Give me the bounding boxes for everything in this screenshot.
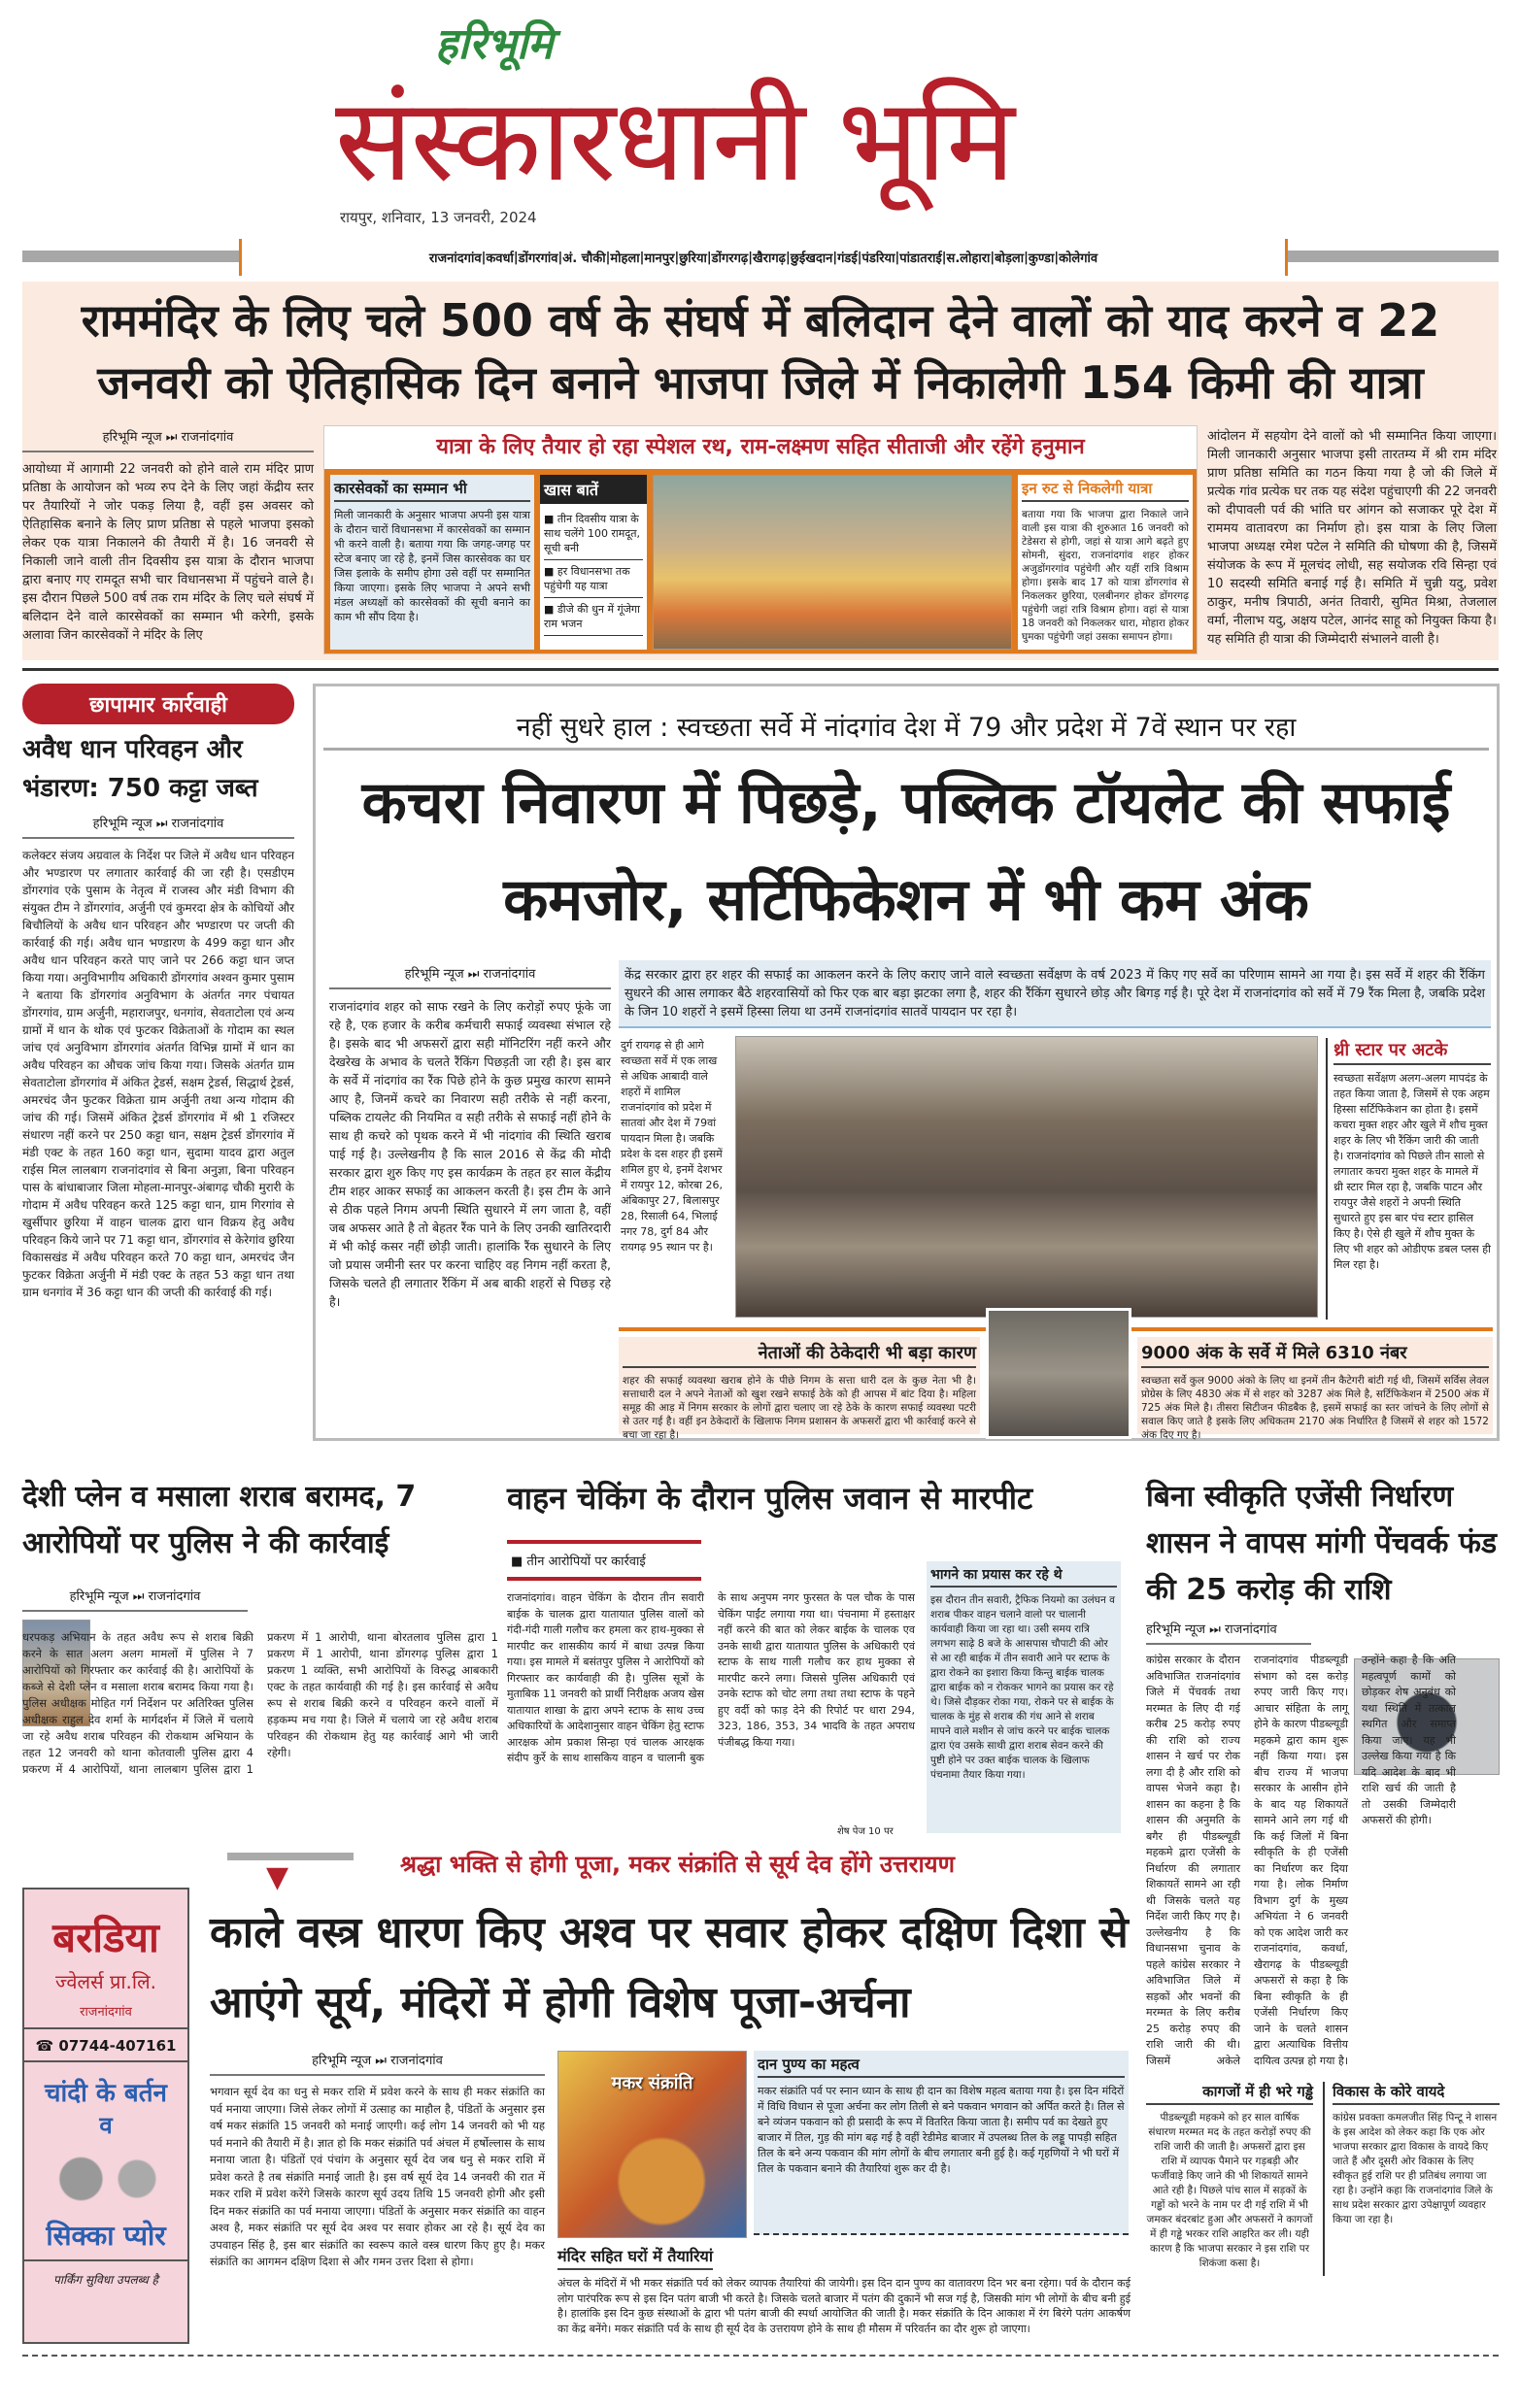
pwd-text: कांग्रेस सरकार के दौरान अविभाजित राजनांदगांव जिले में पेंचवर्क तथा मरम्मत के लिए दी गई करीब 25 करोड़ रुपए की राशि को राज्य शासन ने खर्च पर रोक लगा दी है और राशि को वापस भेजने कहा है। शासन का कहना है कि शासन की अनुमति के बगैर ही पीडब्ल्यूडी महकमे द्वारा एजेंसी के निर्धारण की लगातार शिकायतें सामने आ रही थी जिसके चलते यह निर्देश जारी किए गए है। उल्लेखनीय है कि विधानसभा चुनाव के पहले कांग्रेस सरकार ने अविभाजित जिले में सड़कों और भवनों की मरम्मत के लिए करीब 25 करोड़ रुपए की राशि जारी की थी। जिसमें अकेले राजनांदगांव पीडब्ल्यूडी संभाग को दस करोड़ रुपए जारी किए गए। आचार संहिता के लागू होने के कारण पीडब्ल्यूडी महकमे द्वारा काम शुरू नहीं किया गया। इस बीच राज्य में भाजपा सरकार के आसीन होने के बाद यह शिकायतें सामने आने लग गई थी कि कई जिलों में बिना स्वीकृति के ही एजेंसी का निर्धारण कर दिया गया है। लोक निर्माण विभाग दुर्ग के मुख्य अभियंता ने 6 जनवरी को एक आदेश जारी कर राजनांदगांव, कवर्धा, खैरागढ़ के पीडब्ल्यूडी अफसरों से कहा है कि बिना स्वीकृति के ही एजेंसी निर्धारण किए जाने के चलते शासन द्वारा अत्याधिक वित्तीय दायित्व उत्पन्न हो गया है। राशि खर्च की जाती है तो उसकी जिम्मेदारी अफसरों की होगी।	[1146, 1654, 1456, 2067]
netaon-text: शहर की सफाई व्यवस्था खराब होने के पीछे निगम के सत्ता धारी दल के कुछ नेता भी है। सत्ताधारी दल ने अपने नेताओं को खुश रखने सफाई ठेके को ही आपस में बांट दिया है। महिला समूह की आड़ में निगम सरकार के लोगों द्वारा चलाए जा रहे ठेके के कारण सफाई व्यवस्था पटरी से उतर गई है। वहीं इन ठेकेदारों के खिलाफ निगम प्रशासन के अफसरों द्वारा भी कार्रवाई करने से बचा जा रहा है।	[623, 1375, 976, 1441]
lead-headline: राममंदिर के लिए चले 500 वर्ष के संघर्ष में बलिदान देने वालों को याद करने व 22 जनवरी को ऐतिहासिक दिन बनाने भाजपा जिले में निकालेगी 154 किमी की यात्रा	[81, 294, 1440, 409]
nav-item[interactable]: स.लोहारा	[946, 251, 991, 266]
swachhta-text: राजनांदगांव शहर को साफ रखने के लिए करोड़ों रुपए फूंके जा रहे है, एक हजार के करीब कर्मचारी सफाई व्यवस्था संभाल रहे है। इसके बाद भी अफसरों द्वारा सही मॉनिटरिंग नहीं करने और देखरेख के अभाव के चलते रैंकिंग पिछड़ती जा रही है। इस बार के सर्वे में नांदगांव का रैंक पिछे होने के कुछ प्रमुख कारण सामने आए है, जिनमें कचरे का निवारण सही तरीके से नहीं करना, पब्लिक टायलेट की नियमित व सही तरीके से सफाई नहीं होने के साथ ही कचरे को पृथक करने में भी नांदगांव की स्थिति खराब पाई गई है। उल्लेखनीय है कि साल 2016 से केंद्र की मोदी सरकार द्वारा शुरु किए गए इस कार्यक्रम के तहत हर साल केंद्रीय टीम शहर आकर सफाई का आकलन करती है। इस टीम के आने से ठीक पहले निगम अपनी स्थिति सुधारने में लग जाता है, वहीं जब अफसर आते है तो बेहतर रैंक पाने के लिए उनकी खातिरदारी में भी कोई कसर नहीं छोड़ी जाती। हालांकि रैंक सुधारने के लिए जो प्रयास जमीनी स्तर पर करना चाहिए वह निगम नहीं करता है, जिसके चलते ही लगातार रैंकिंग में अब बाकी शहरों से पिछड़ रहे है।	[329, 999, 611, 1309]
vehicle-text: राजनांदगांव। वाहन चेकिंग के दौरान तीन सवारी बाईक के चालक द्वारा यातायात पुलिस वालों को गंदी-गंदी गाली गलौच कर हमला कर हाथ-मुक्का से मारपीट कर शासकीय कार्य में बाधा उत्पन्न किया गया। इस मामले में बसंतपुर पुलिस ने आरोपियों को गिरफ्तार कर कार्यवाही की है। पुलिस सूत्रों के मुताबिक 11 जनवरी को प्रार्थी निरीक्षक अजय खेस यातायात शाखा के द्वारा अपने स्टाफ के साथ उच्च अधिकारियों के आदेशानुसार वाहन चेकिंग हेतु स्टाफ आरक्षक ओम प्रकाश सिन्हा एवं चालक आरक्षक संदीप कुर्रे के साथ शासकिय वाहन व चालानी बुक के साथ अनुपम नगर फुरसत के पल चौक के पास चेकिंग पाईंट लगाया गया था। पंचनामा में हस्ताक्षर नहीं करने की बात को लेकर बाईक के चालक एव उनके साथी द्वारा यातायात पुलिस के अधिकारी एवं स्टाफ के साथ गाली गलौच कर हाथ मुक्का से मारपीट करने लगा। जिससे पुलिस अधिकारी एवं उनके स्टाफ को चोट लगा तथा तथा स्टाफ के पहने हुए वर्दी को फाड़ देने की रिपोर्ट पर धारा 294, 323, 186, 353, 34 भादवि के तहत अपराध पंजीबद्ध किया गया।	[507, 1591, 915, 1764]
lead-story	[22, 282, 1499, 660]
nav-separator: |	[481, 250, 487, 265]
jewellers-ad[interactable]	[22, 1888, 189, 2344]
three-star-title: थ्री स्टार पर अटके	[1333, 1038, 1491, 1065]
pwd-box-2-text: कांग्रेस प्रवक्ता कमलजीत सिंह पिन्टू ने शासन के इस आदेश को लेकर कहा कि एक ओर भाजपा सरकार द्वारा विकास के वायदे किए जाते हैं और दूसरी ओर विकास के लिए स्वीकृत हुई राशि पर ही प्रतिबंध लगाया जा रहा है। उन्होंने कहा कि राजनांदगांव जिले के साथ प्रदेश सरकार द्वारा उपेक्षापूर्ण व्यवहार किया जा रहा है।	[1333, 2112, 1498, 2225]
liquor-story	[22, 1474, 498, 1833]
daan-box	[754, 2051, 1129, 2235]
raid-text: कलेक्टर संजय अग्रवाल के निर्देश पर जिले में अवैध धान परिवहन और भण्डारण पर लगातार कार्रवाई की जा रही है। एसडीएम डोंगरगांव एके पुसाम के नेतृत्व में राजस्व और मंडी विभाग की संयुक्त टीम ने डोंगरगांव, अर्जुनी एवं कुमरदा क्षेत्र के कोचियों और बिचौलियों के अवैध धान परिवहन और भण्डारण पर जप्ती की कार्रवाई की गई। अवैध धान भण्डारण के 499 कट्टा धान और अवैध धान परिवहन करते पाए जाने पर 266 कट्टा धान जप्त किया गया। अनुविभागीय अधिकारी डोंगरगांव अश्वन कुमार पुसाम ने बताया कि डोंगरगांव अनुविभाग के अंतर्गत नगर पंचायत डोंगरगांव, ग्राम अर्जुनी, महाराजपुर, धनगांव, सेवताटोला एवं अन्य ग्रामों में धान के थोक एवं फुटकर विक्रेताओं के गोदाम का स्थल जांच एवं अनुविभाग डोंगरगांव अंतर्गत विभिन्न ग्रामों में धान का अवैध परिवहन का औचक जांच किया गया। जिसके अंतर्गत ग्राम सेवताटोला डोंगरगांव में अंकित ट्रेडर्स, सक्षम ट्रेडर्स, सिद्धार्थ ट्रेडर्स, अमरचंद जैन फुटकर विक्रेता ग्राम अर्जुनी तथा अन्य गोदाम की जांच की गई। जिसमें अंकित ट्रेडर्स डोंगरगांव में श्री 1 रजिस्टर संधारण नहीं करने पर 250 कट्टा धान, सक्षम ट्रेडर्स डोंगरगांव में मंडी एक्ट के तहत 160 कट्टा धान, सुदामा यादव द्वारा अतुल राईस मिल लालबाग राजनांदगांव से बिना अनुज्ञा, बिना परिवहन पास के बांधाबाजार जिला मोहला-मानपुर-अंबागढ़ चौकी मुरारी के गोदाम में अवैध परिवहन करते 125 कट्टा धान, ग्राम गिरगांव से खुर्सीपार छुरिया में वाहन चालक द्वारा धान विक्रय हेतु अवैध परिवहन किये जाने पर 71 कट्टा धान, डोंगरगांव से केरेगांव छुरिया विकासखंड में अवैध परिवहन करते 70 कट्टा धान, अमरचंद जैन फुटकर विक्रेता अर्जुनी में मंडी एक्ट के तहत 53 कट्टा धान तथा ग्राम धनगांव में 36 कट्टा धान की जप्ती की कार्रवाई की गई।	[22, 849, 294, 1299]
mandir-box	[557, 2245, 1131, 2350]
nav-item[interactable]: राजनांदगांव	[428, 251, 482, 266]
sankranti-story	[206, 1845, 1133, 2350]
nav-separator: |	[513, 250, 519, 265]
dateline: रायपुर, शनिवार, 13 जनवरी, 2024	[340, 209, 537, 226]
karsevak-box	[330, 475, 534, 650]
key-point	[544, 560, 643, 598]
daan-text: मकर संक्रांति पर्व पर स्नान ध्यान के साथ ही दान का विशेष महत्व बताया गया है। इस दिन मंदिरों में विधि विधान से पूजा अर्चना कर लोग तिली से बने पकवान भगवान को अर्पित करते है। तिल से बने व्यंजन पकवान को ही प्रसादी के रूप में वितरित किया जाता है। समीप पर्व का देखते हुए बाजार में तिल, गुड़ की मांग बढ़ गई है वहीं रेडीमेड बाजार में उपलब्ध तिल के लड्डू पापड़ी सहित तिल के बने अन्य पकवान की मांग लोगों के बीच लगातार बनी हुई है। कई गृहणियों ने भी घरों में तिल के पकवान बनाने की तैयारियां शुरू कर दी है।	[758, 2085, 1125, 2175]
score-box	[1137, 1337, 1493, 1441]
netaon-title: नेताओं की ठेकेदारी भी बड़ा कारण	[623, 1341, 976, 1368]
nav-item[interactable]: छुईखदान	[790, 251, 833, 266]
swachhta-kicker: नहीं सुधरे हाल : स्वच्छता सर्वे में नांदगांव देश में 79 और प्रदेश में 7वें स्थान पर रहा	[323, 708, 1489, 751]
bullet-icon: ■	[544, 513, 557, 525]
ad-line3: सिक्का प्योर	[24, 2217, 187, 2261]
rath-box	[323, 425, 1198, 654]
sankranti-text: भगवान सूर्य देव का धनु से मकर राशि में प्रवेश करने के साथ ही मकर संक्रांति का पर्व मनाया जाएगा। जिसे लेकर लोगों में उत्साह का माहौल है, पंडितों के अनुसार इस वर्ष मकर संक्रांति 15 जनवरी को मनाई जाएगी। कई लोग 14 जनवरी को भी यह पर्व मनाने की तैयारी में है। ज्ञात हो कि मकर संक्रांति पर्व अंचल में हर्षोल्लास के साथ मनाया जाता है। पंडितों एवं पंचांग के अनुसार सूर्य देव जब धनु से मकर राशि में प्रवेश करते है तब संक्रांति मनाई जाती है। इस वर्ष सूर्य देव 14 जनवरी की रात में मकर राशि में प्रवेश करेंगे जिसके कारण सूर्य उदय तिथि 15 जनवरी होगी और इसी दिन मकर संक्रांति का पर्व मनाया जाएगा। पंडितों के अनुसार मकर संक्रांति का वाहन अश्व है, मकर संक्रांति पर सूर्य देव अश्व पर सवार होकर आ रहे है। सूर्य देव का उपवाहन सिंह है, इस बार संक्रांति का स्वरूप काले वस्त्र धारण किए हुए है। मकर संक्रांति का आगमन दक्षिण दिशा से और गमन उत्तर दिशा से होगा।	[210, 2085, 545, 2268]
daan-title: दान पुण्य का महत्व	[758, 2055, 1125, 2078]
ad-footer: पार्किंग सुविधा उपलब्ध है	[53, 2273, 158, 2287]
bullet-icon: ■	[544, 565, 557, 578]
escape-title: भागने का प्रयास कर रहे थे	[930, 1565, 1117, 1588]
photo-caption: मकर संक्रांति	[611, 2073, 693, 2093]
lead-left-column	[22, 427, 314, 664]
phone-icon: ☎	[35, 2037, 59, 2055]
liquor-text: धरपकड़ अभियान के तहत अवैध रूप से शराब बिक्री करने के सात अलग अलग मामलों में पुलिस ने 7 आरोपियों को गिरफ्तार कर कार्रवाई की है। आरोपियों के कब्जे से देशी प्लेन व मसाला शराब बरामद किया गया है। पुलिस अधीक्षक मोहित गर्ग निर्देशन पर अतिरिक्त पुलिस अधीक्षक राहुल देव शर्मा के मार्गदर्शन में जिले में चलाये जा रहे अवैध शराब परिवहन की रोकथाम अभियान के तहत 12 जनवरी को थाना कोतवाली पुलिस द्वारा 4 प्रकरण में 4 आरोपियों, थाना लालबाग पुलिस द्वारा 1 प्रकरण में 1 आरोपी, थाना बोरतलाव पुलिस द्वारा 1 प्रकरण में 1 आरोपी, थाना डोंगरगढ़ पुलिस द्वारा 1 प्रकरण 1 व्यक्ति, सभी आरोपियों के विरुद्ध आबकारी एक्ट के तहत कार्यवाही की गई है। इस कार्रवाई से अवैध रूप से शराब बिक्री करने व परिवहन करने वालों में हड़कम्प मच गया है। जिले में चलाये जा रहे अवैध शराब परिवहन की रोकथाम हेतु यह कार्रवाई आगे भी जारी रहेगी।	[22, 1630, 498, 1776]
karsevak-text: मिली जानकारी के अनुसार भाजपा अपनी इस यात्रा के दौरान चारों विधानसभा में कारसेवकों का सम्मान भी करने वाली है। बताया गया कि जगह-जगह पर स्टेज बनाए जा रहे है, इनमें जिस कारसेवक का घर जिस इलाके के समीप होगा उसे वहीं पर सम्मानित किया जाएगा। इसके लिए भाजपा ने अपने सभी मंडल अध्यक्षों को कारसेवकों की सूची बनाने का काम भी सौंप दिया है।	[334, 509, 530, 623]
durg-text: दुर्ग रायगढ़ से ही आगे स्वच्छता सर्वे में एक लाख से अधिक आबादी वाले शहरों में शामिल राजनांदगांव को प्रदेश में सातवां और देश में 79वां पायदान मिला है। जबकि प्रदेश के दस शहर ही इसमें शमिल हुए थे, इनमें देशभर में रायपुर 12, कोरबा 26, अंबिकापुर 27, बिलासपुर 28, रिसाली 64, भिलाई नगर 78, दुर्ग 84 और रायगढ़ 95 स्थान पर है।	[621, 1039, 723, 1254]
netaon-box	[619, 1337, 980, 1441]
nav-separator: |	[941, 250, 947, 265]
key-point-text: डीजे की धुन में गूंजेगा राम भजन	[544, 603, 640, 630]
liquor-headline: देशी प्लेन व मसाला शराब बरामद, 7 आरोपियों पर पुलिस ने की कार्रवाई	[22, 1480, 417, 1560]
key-points-box	[540, 475, 647, 650]
pwd-box-1-title: कागजों में ही भरे गड्ढे	[1146, 2082, 1313, 2105]
nav-separator: |	[895, 250, 900, 265]
karsevak-title: कारसेवकों का सम्मान भी	[334, 479, 530, 502]
sankranti-left-column	[210, 2051, 545, 2336]
escape-text: इस दौरान तीन सवारी, ट्रैफिक नियमो का उलंघन व शराब पीकर वाहन चलाने वालो पर चालानी कार्यवाही किया जा रहा था। उसी समय रात्रि लगभग साढ़े 8 बजे के आसपास चौपाटी की ओर से आ रही बाईक में तीन सवारी आने पर स्टाफ के द्वारा रोकने का इशारा किया किन्तु बाईक चालक द्वारा बाईक को न रोककर भागने का प्रयास कर रहे थे। जिसे दौड़कर रोका गया, रोकने पर से बाईक के चालक के मुंह से शराब की गंध आने से शराब मापने वाले मशीन से जांच करने पर बाईक चालक द्वारा एंव उसके साथी द्वारा शराब सेवन करने की पुष्टी होने पर उक्त बाईक चालक के खिलाफ पंचनामा तैयार किया गया।	[930, 1594, 1115, 1781]
raid-story	[22, 684, 294, 1441]
key-points-list	[540, 504, 647, 640]
continued-note: शेष पेज 10 पर	[837, 1826, 894, 1837]
nav-item[interactable]: बोड़ला	[995, 251, 1025, 266]
nav-item[interactable]: पांडातराई	[899, 251, 942, 266]
byline: हरिभूमि न्यूज ⏭ राजनांदगांव	[22, 427, 314, 452]
nav-item[interactable]: अं. चौकी	[562, 251, 606, 266]
ad-line2: व	[99, 2112, 113, 2139]
raid-headline: अवैध धान परिवहन और भंडारण: 750 कट्टा जब्त	[22, 735, 258, 803]
key-point	[544, 508, 643, 560]
ad-phone-row	[24, 2037, 187, 2062]
garbage-photo	[735, 1036, 1318, 1318]
byline: हरिभूमि न्यूज ⏭ राजनांदगांव	[1146, 1620, 1311, 1645]
mandir-text: अंचल के मंदिरों में भी मकर संक्रांति पर्व को लेकर व्यापक तैयारियां की जायेगी। इस दिन दान पुण्य का वातावरण दिन भर बना रहेगा। पर्व के दौरान कई लोग पारंपरिक रूप से इस दिन पतंग बाजी भी करते है। जिसके चलते बाजार में पतंग की दुकानें भी सज गई है, जिसकी मांग भी लोगों के बीच बनी हुई है। हालांकि इस दिन कुछ संस्थाओं के द्वारा भी पतंग बाजी की स्पर्धा आयोजित की जाती है। मकर संक्रांति के दिन आकाश में रंग बिरंगे पतंग आकर्षण का केंद्र बनेंगे। मकर संक्रांति पर्व के साथ ही सूर्य देव के उत्तरायण होने के साथ ही मौसम में परिवर्तन का दौर शुरू हो जाएगा।	[557, 2277, 1131, 2335]
nav-separator: |	[857, 250, 862, 265]
byline: हरिभूमि न्यूज ⏭ राजनांदगांव	[329, 964, 611, 989]
page-bottom-rule	[22, 2355, 1499, 2357]
pwd-box-2-title: विकास के कोरे वायदे	[1333, 2082, 1500, 2105]
mandir-title: मंदिर सहित घरों में तैयारियां	[557, 2245, 713, 2270]
nav-separator: |	[990, 250, 996, 265]
ad-brand: बरडिया	[52, 1914, 159, 1961]
vehicle-tag: ■ तीन आरोपियों पर कार्रवाई	[507, 1540, 701, 1581]
nav-item[interactable]: खैरागढ़	[753, 251, 786, 266]
sankranti-kicker: श्रद्धा भक्ति से होगी पूजा, मकर संक्रांति से सूर्य देव होंगे उत्तरायण	[400, 1851, 955, 1878]
chevron-down-icon	[227, 1853, 354, 1860]
key-points-title: खास बातें	[540, 475, 647, 504]
pwd-story	[1146, 1474, 1500, 2348]
nav-item[interactable]: मोहला	[610, 251, 640, 266]
chevron-down-icon: ▼	[266, 1860, 289, 1894]
ad-subtitle: ज्वेलर्स प्रा.लि.	[54, 1970, 156, 1993]
raid-label: छापामार कार्रवाही	[22, 684, 294, 724]
key-point	[544, 598, 643, 636]
swachhta-story	[313, 684, 1500, 1441]
silverware-icon	[44, 2145, 168, 2213]
bullet-icon: ■	[544, 603, 557, 616]
pwd-box-1	[1146, 2082, 1313, 2276]
rath-box-headline: यात्रा के लिए तैयार हो रहा स्पेशल रथ, राम-लक्ष्मण सहित सीताजी और रहेंगे हनुमान	[324, 426, 1197, 469]
lead-right-text: आंदोलन में सहयोग देने वालों को भी सम्मानित किया जाएगा। मिली जानकारी अनुसार भाजपा इसी तारतम्य में श्री राम मंदिर प्राण प्रतिष्ठा समिति का गठन किया गया है जो की जिले में प्रत्येक गांव प्रत्येक घर तक यह संदेश पहुंचाएगी की 22 जनवरी को दीपावली पर्व की भांति घर आंगन को सजाकर पूरे देश में राममय वातावरण का निर्माण हो। इस यात्रा के लिए जिला भाजपा अध्यक्ष रमेश पटेल ने समिति की घोषणा की है, जिसमें संयोजक के रूप में मूलचंद लोधी, सह सयोजक रवि सिन्हा एवं 10 सदस्यी समिति बनाई गई है। समिति में चुन्नी यदु, प्रवेश ठाकुर, मनीष त्रिपाठी, अनंत तिवारी, सुमित मिश्रा, तेजलाल वर्मा, नीलाभ यदु, अक्षय पटेल, आनंद साहू को नियुक्त किया है। यह समिति ही यात्रा की जिम्मेदारी संभालने वाली है।	[1207, 429, 1497, 647]
pwd-headline: बिना स्वीकृति एजेंसी निर्धारण शासन ने वापस मांगी पेंचवर्क फंड की 25 करोड़ की राशि	[1146, 1480, 1498, 1607]
drain-photo	[986, 1308, 1131, 1439]
swachhta-headline: कचरा निवारण में पिछड़े, पब्लिक टॉयलेट की सफाई कमजोर, सर्टिफिकेशन में भी कम अंक	[361, 769, 1451, 934]
nav-item[interactable]: छुरिया	[679, 251, 707, 266]
ad-city: राजनांदगांव	[24, 2002, 187, 2029]
byline: हरिभूमि न्यूज ⏭ राजनांदगांव	[22, 814, 294, 839]
nav-item[interactable]: कवर्धा	[486, 251, 514, 266]
three-star-text: स्वच्छता सर्वेक्षण अलग-अलग मापदंड के तहत किया जाता है, जिसमें से एक अहम हिस्सा सर्टिफिकेशन का होता है। इसमें कचरा मुक्त शहर और खुले में शौच मुक्त शहर के लिए भी रैंकिंग जारी की जाती है। राजनांदगांव को पिछले तीन सालो से लगातार कचरा मुक्त शहर के मामले में थ्री स्टार मिल रहा है, जबकि पाटन और रायपुर जैसे शहरों ने अपनी स्थिति सुधारते हुए इस बार पंच स्टार हासिल किए है। ऐसे ही खुले में शौच मुक्त के लिए भी शहर को ओडीएफ डबल प्लस ही मिल रहा है।	[1333, 1072, 1491, 1271]
swachhta-intro: केंद्र सरकार द्वारा हर शहर की सफाई का आकलन करने के लिए कराए जाने वाले स्वच्छता सर्वेक्षण के वर्ष 2023 में किए गए सर्वे का परिणाम सामने आ गया है। इस सर्वे में शहर की रैंकिंग सुधरने की आस लगाकर बैठे शहरवासियों को फिर एक बार बड़ा झटका लगा है, शहर की रैंकिंग सुधारने छोड़ और बिगड़ गई है। पूरे देश में राजनांदगांव को सर्वे में 79 रैंक मिला है, जबकि प्रदेश के जिन 10 शहरों ने इसमें हिस्सा लिया था उनमें राजनांदगांव सातवें पायदान पर रहा है।	[619, 960, 1491, 1028]
rath-photo	[653, 475, 1012, 650]
nav-separator: |	[1054, 250, 1060, 265]
escape-box	[927, 1561, 1121, 1833]
nav-item[interactable]: मानपुर	[644, 251, 675, 266]
vehicle-headline: वाहन चेकिंग के दौरान पुलिस जवान से मारपीट	[507, 1480, 1033, 1517]
route-box	[1018, 475, 1193, 650]
ad-line1: चांदी के बर्तन	[45, 2079, 167, 2108]
section-rule	[22, 668, 1499, 671]
nav-separator: |	[832, 250, 838, 265]
route-title: इन रुट से निकलेगी यात्रा	[1022, 479, 1189, 502]
pwd-box-1-text: पीडब्ल्यूडी महकमे को हर साल वार्षिक संधारण मरम्मत मद के तहत करोड़ों रुपए की राशि जारी की जाती है। अफसरों द्वारा इस राशि में व्यापक पैमाने पर गड़बड़ी और फर्जीवाड़े किए जाने की भी शिकायतें सामने आते रही है। पिछले पांच साल में सड़कों के गड्ढों को भरने के नाम पर दी गई राशि में भी जमकर बंदरबांट हुआ और अफसरों ने कागजों में ही गड्ढे भरकर राशि आहरित कर ली। यही कारण है कि भाजपा सरकार ने इस राशि पर शिकंजा कसा है।	[1146, 2112, 1313, 2269]
nav-separator: |	[785, 250, 791, 265]
swachhta-left-column	[329, 964, 611, 1434]
route-text: बताया गया कि भाजपा द्वारा निकाले जाने वाली इस यात्रा की शुरुआत 16 जनवरी को टेडेसरा से होगी, जहां से यात्रा आगे बढ़ते हुए सोमनी, सुंदरा, राजनांदगांव शहर होकर अजुडोंगरगांव पहुंचेगी और यहीं रात्रि विश्राम होगा। इसके बाद 17 को यात्रा डोंगरगांव से निकलकर छुरिया, एलबीनगर होकर डोंगरगढ़ पहुंचेगी जहां रात्रि विश्राम होगा। वहां से यात्रा 18 जनवरी को निकलकर धारा, मोहारा होकर घुमका पहुंचेगी जहां उसका समापन होगा।	[1022, 509, 1189, 643]
pwd-sidebars	[1146, 2082, 1500, 2276]
nav-item[interactable]: डोंगरगांव	[518, 251, 558, 266]
vehicle-story	[507, 1474, 1129, 1843]
vehicle-tag-text: तीन आरोपियों पर कार्रवाई	[526, 1555, 646, 1569]
three-star-box	[1326, 1038, 1491, 1320]
newspaper-title: संस्कारधानी भूमि	[335, 73, 1013, 207]
key-point-text: हर विधानसभा तक पहुंचेगी यह यात्रा	[544, 565, 630, 592]
score-text: स्वच्छता सर्वे कुल 9000 अंको के लिए था इनमें तीन कैटेगरी बांटी गई थी, जिसमें सर्विस लेवल प्रोग्रेस के लिए 4830 अंक में से शहर को 3287 अंक मिले है, सर्टिफिकेशन में 2500 अंक में 725 अंक मिले है। तीसरा सिटीजन फीडबैक है, इसमें सफाई का स्तर जांचने के लिए लोगों से सवाल किए जाते है इसके लिए अधिकतम 2170 अंक निर्धारित है जिसमें से शहर को 1572 अंक दिए गए है।	[1141, 1375, 1489, 1441]
lead-left-text: आयोध्या में आगामी 22 जनवरी को होने वाले राम मंदिर प्राण प्रतिष्ठा के आयोजन को भव्य रुप देने के लिए जहां केंद्रीय स्तर पर तैयारियों ने जोर पकड़ लिया है, वहीं इस अवसर को ऐतिहासिक बनाने के लिए प्राण प्रतिष्ठा से पहले भाजपा इसको लेकर एक यात्रा निकालने की तैयारी में है। 16 जनवरी से निकाली जाने वाली तीन दिवसीय इस यात्रा के दौरान भाजपा द्वारा बनाए गए रामदूत सभी चार विधानसभा में पहुंचने वाले है। इस दौरान पिछले 500 वर्ष तक राम मंदिर के लिए चले संघर्ष में बलिदान देने वाले कारसेवकों का सम्मान भी करेगी, इसके अलावा जिन कारसेवकों ने मंदिर के लिए	[22, 462, 314, 643]
ad-phone: 07744-407161	[58, 2037, 177, 2055]
nav-separator: |	[605, 250, 611, 265]
key-point-text: तीन दिवसीय यात्रा के साथ चलेंगे 100 रामदूत, सूची बनी	[544, 513, 640, 554]
nav-separator: |	[639, 250, 645, 265]
nav-separator: |	[557, 250, 563, 265]
edition-nav	[239, 239, 1288, 276]
nav-separator: |	[706, 250, 712, 265]
nav-item[interactable]: पंडरिया	[861, 251, 895, 266]
sankranti-headline: काले वस्त्र धारण किए अश्व पर सवार होकर दक्षिण दिशा से आएंगे सूर्य, मंदिरों में होगी विशेष पूजा-अर्चना	[210, 1908, 1129, 2027]
nav-separator: |	[674, 250, 680, 265]
nav-item[interactable]: गंडई	[837, 251, 858, 266]
pwd-box-2	[1323, 2082, 1500, 2276]
til-sweets-photo	[557, 2051, 747, 2238]
nav-item[interactable]: कोलेगांव	[1059, 251, 1098, 266]
nav-separator: |	[1024, 250, 1029, 265]
byline: हरिभूमि न्यूज ⏭ राजनांदगांव	[210, 2051, 545, 2076]
nav-item[interactable]: कुण्डा	[1028, 251, 1055, 266]
nav-separator: |	[748, 250, 754, 265]
byline: हरिभूमि न्यूज ⏭ राजनांदगांव	[22, 1587, 248, 1612]
score-title: 9000 अंक के सर्वे में मिले 6310 नंबर	[1141, 1341, 1489, 1368]
nav-item[interactable]: डोंगरगढ़	[711, 251, 749, 266]
brand-logo: हरिभूमि	[435, 19, 554, 69]
